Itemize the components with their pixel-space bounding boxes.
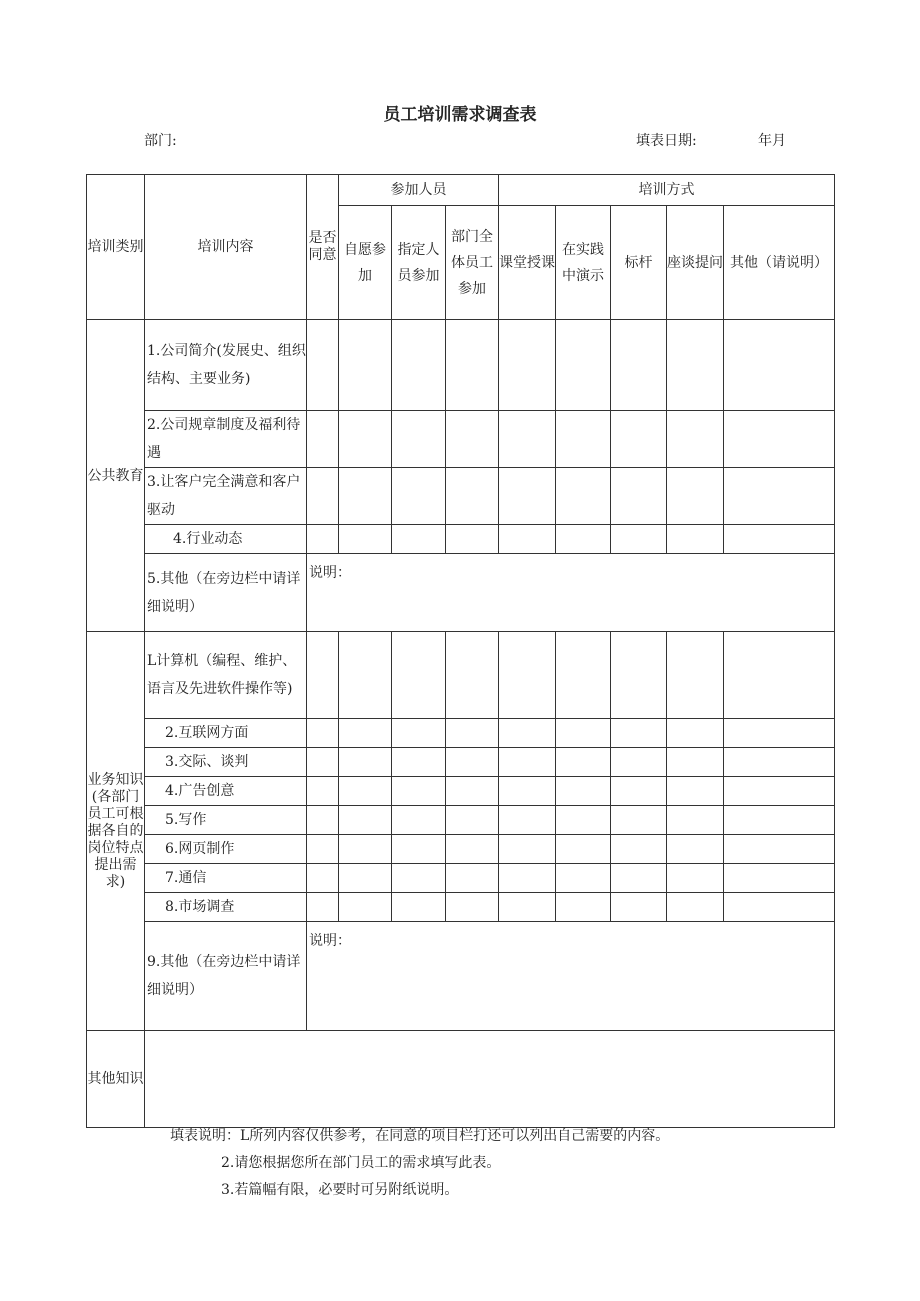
checkbox-cell[interactable] [611,864,667,893]
checkbox-cell[interactable] [307,411,339,468]
checkbox-cell[interactable] [667,835,724,864]
checkbox-cell[interactable] [611,411,667,468]
checkbox-cell[interactable] [392,468,446,525]
checkbox-cell[interactable] [446,777,499,806]
checkbox-cell[interactable] [392,806,446,835]
header-category: 培训类别 [87,175,145,320]
header-participant-all-staff: 部门全体员工参加 [446,206,499,320]
checkbox-cell[interactable] [611,835,667,864]
checkbox-cell[interactable] [392,748,446,777]
checkbox-cell[interactable] [339,864,392,893]
checkbox-cell[interactable] [307,748,339,777]
training-item: 5.写作 [145,806,307,835]
checkbox-cell[interactable] [446,468,499,525]
checkbox-cell[interactable] [339,893,392,922]
checkbox-cell[interactable] [556,864,611,893]
header-participant-assigned: 指定人员参加 [392,206,446,320]
checkbox-cell[interactable] [724,468,835,525]
checkbox-cell[interactable] [307,864,339,893]
checkbox-cell[interactable] [667,719,724,748]
training-item: 3.让客户完全满意和客户驱动 [145,468,307,525]
checkbox-cell[interactable] [611,468,667,525]
checkbox-cell[interactable] [307,320,339,411]
section-category: 业务知识(各部门员工可根据各自的岗位特点提出需求) [87,632,145,1031]
checkbox-cell[interactable] [724,777,835,806]
checkbox-cell[interactable] [392,320,446,411]
training-item: 2.公司规章制度及福利待遇 [145,411,307,468]
checkbox-cell[interactable] [339,468,392,525]
checkbox-cell[interactable] [339,835,392,864]
checkbox-cell[interactable] [339,411,392,468]
checkbox-cell[interactable] [724,411,835,468]
checkbox-cell[interactable] [339,806,392,835]
training-item: 4.行业动态 [145,525,307,554]
checkbox-cell[interactable] [724,864,835,893]
checkbox-cell[interactable] [667,893,724,922]
checkbox-cell[interactable] [392,632,446,719]
checkbox-cell[interactable] [392,835,446,864]
checkbox-cell[interactable] [556,748,611,777]
checkbox-cell[interactable] [307,777,339,806]
checkbox-cell[interactable] [446,835,499,864]
checkbox-cell[interactable] [499,525,556,554]
training-item: L计算机（编程、维护、语言及先进软件操作等) [145,632,307,719]
checkbox-cell[interactable] [611,893,667,922]
page-title: 员工培训需求调查表 [383,105,537,125]
checkbox-cell[interactable] [667,777,724,806]
checkbox-cell[interactable] [446,864,499,893]
checkbox-cell[interactable] [446,411,499,468]
checkbox-cell[interactable] [392,525,446,554]
checkbox-cell[interactable] [724,525,835,554]
other-knowledge-field[interactable] [145,1031,835,1128]
training-item: 1.公司简介(发展史、组织结构、主要业务) [145,320,307,411]
checkbox-cell[interactable] [667,320,724,411]
checkbox-cell[interactable] [307,719,339,748]
checkbox-cell[interactable] [556,777,611,806]
checkbox-cell[interactable] [499,893,556,922]
header-method-benchmark: 标杆 [611,206,667,320]
checkbox-cell[interactable] [724,748,835,777]
checkbox-cell[interactable] [446,320,499,411]
date-label: 填表日期: [636,133,697,149]
checkbox-cell[interactable] [724,632,835,719]
header-method-other: 其他（请说明） [724,206,835,320]
checkbox-cell[interactable] [499,468,556,525]
checkbox-cell[interactable] [556,893,611,922]
checkbox-cell[interactable] [556,525,611,554]
section-category: 公共教育 [87,320,145,632]
checkbox-cell[interactable] [611,719,667,748]
training-item-other: 9.其他（在旁边栏中请详细说明） [145,922,307,1031]
checkbox-cell[interactable] [667,632,724,719]
checkbox-cell[interactable] [667,468,724,525]
checkbox-cell[interactable] [667,864,724,893]
checkbox-cell[interactable] [556,835,611,864]
header-method-classroom: 课堂授课 [499,206,556,320]
checkbox-cell[interactable] [611,320,667,411]
header-method-demo: 在实践中演示 [556,206,611,320]
checkbox-cell[interactable] [339,719,392,748]
checkbox-cell[interactable] [499,835,556,864]
checkbox-cell[interactable] [307,806,339,835]
header-agree: 是否同意 [307,175,339,320]
header-method-discussion: 座谈提问 [667,206,724,320]
checkbox-cell[interactable] [307,893,339,922]
checkbox-cell[interactable] [446,748,499,777]
checkbox-cell[interactable] [724,806,835,835]
checkbox-cell[interactable] [556,468,611,525]
header-methods-group: 培训方式 [499,175,835,206]
checkbox-cell[interactable] [392,864,446,893]
checkbox-cell[interactable] [446,893,499,922]
section-category: 其他知识 [87,1031,145,1128]
header-participant-voluntary: 自愿参加 [339,206,392,320]
checkbox-cell[interactable] [556,806,611,835]
checkbox-cell[interactable] [339,748,392,777]
checkbox-cell[interactable] [339,525,392,554]
checkbox-cell[interactable] [446,806,499,835]
checkbox-cell[interactable] [307,632,339,719]
checkbox-cell[interactable] [499,320,556,411]
training-item: 4.广告创意 [145,777,307,806]
training-item: 2.互联网方面 [145,719,307,748]
checkbox-cell[interactable] [499,806,556,835]
training-item: 8.市场调查 [145,893,307,922]
footer-note-1: 填表说明：L所列内容仅供参考，在同意的项目栏打还可以列出自己需要的内容。 [170,1128,670,1144]
footer-note-3: 3.若篇幅有限，必要时可另附纸说明。 [221,1182,459,1198]
training-item: 3.交际、谈判 [145,748,307,777]
department-label: 部门: [144,133,177,149]
year-month-label: 年月 [758,133,786,149]
note-field[interactable]: 说明： [307,554,835,632]
checkbox-cell[interactable] [667,411,724,468]
checkbox-cell[interactable] [499,411,556,468]
checkbox-cell[interactable] [556,411,611,468]
checkbox-cell[interactable] [556,632,611,719]
checkbox-cell[interactable] [392,719,446,748]
checkbox-cell[interactable] [611,777,667,806]
training-needs-table [86,174,835,1128]
checkbox-cell[interactable] [446,525,499,554]
checkbox-cell[interactable] [611,525,667,554]
checkbox-cell[interactable] [499,748,556,777]
checkbox-cell[interactable] [611,806,667,835]
checkbox-cell[interactable] [446,719,499,748]
training-item: 7.通信 [145,864,307,893]
checkbox-cell[interactable] [392,893,446,922]
training-item-other: 5.其他（在旁边栏中请详细说明） [145,554,307,632]
checkbox-cell[interactable] [392,411,446,468]
checkbox-cell[interactable] [724,719,835,748]
checkbox-cell[interactable] [499,632,556,719]
checkbox-cell[interactable] [446,632,499,719]
checkbox-cell[interactable] [667,806,724,835]
checkbox-cell[interactable] [339,777,392,806]
checkbox-cell[interactable] [724,893,835,922]
checkbox-cell[interactable] [611,748,667,777]
note-field[interactable]: 说明： [307,922,835,1031]
footer-note-2: 2.请您根据您所在部门员工的需求填写此表。 [221,1155,501,1171]
checkbox-cell[interactable] [392,777,446,806]
header-participants-group: 参加人员 [339,175,499,206]
checkbox-cell[interactable] [556,320,611,411]
checkbox-cell[interactable] [307,835,339,864]
header-content: 培训内容 [145,175,307,320]
checkbox-cell[interactable] [667,525,724,554]
checkbox-cell[interactable] [499,719,556,748]
checkbox-cell[interactable] [611,632,667,719]
checkbox-cell[interactable] [499,864,556,893]
checkbox-cell[interactable] [499,777,556,806]
checkbox-cell[interactable] [724,835,835,864]
checkbox-cell[interactable] [556,719,611,748]
checkbox-cell[interactable] [307,525,339,554]
checkbox-cell[interactable] [307,468,339,525]
training-item: 6.网页制作 [145,835,307,864]
checkbox-cell[interactable] [724,320,835,411]
checkbox-cell[interactable] [667,748,724,777]
checkbox-cell[interactable] [339,320,392,411]
checkbox-cell[interactable] [339,632,392,719]
